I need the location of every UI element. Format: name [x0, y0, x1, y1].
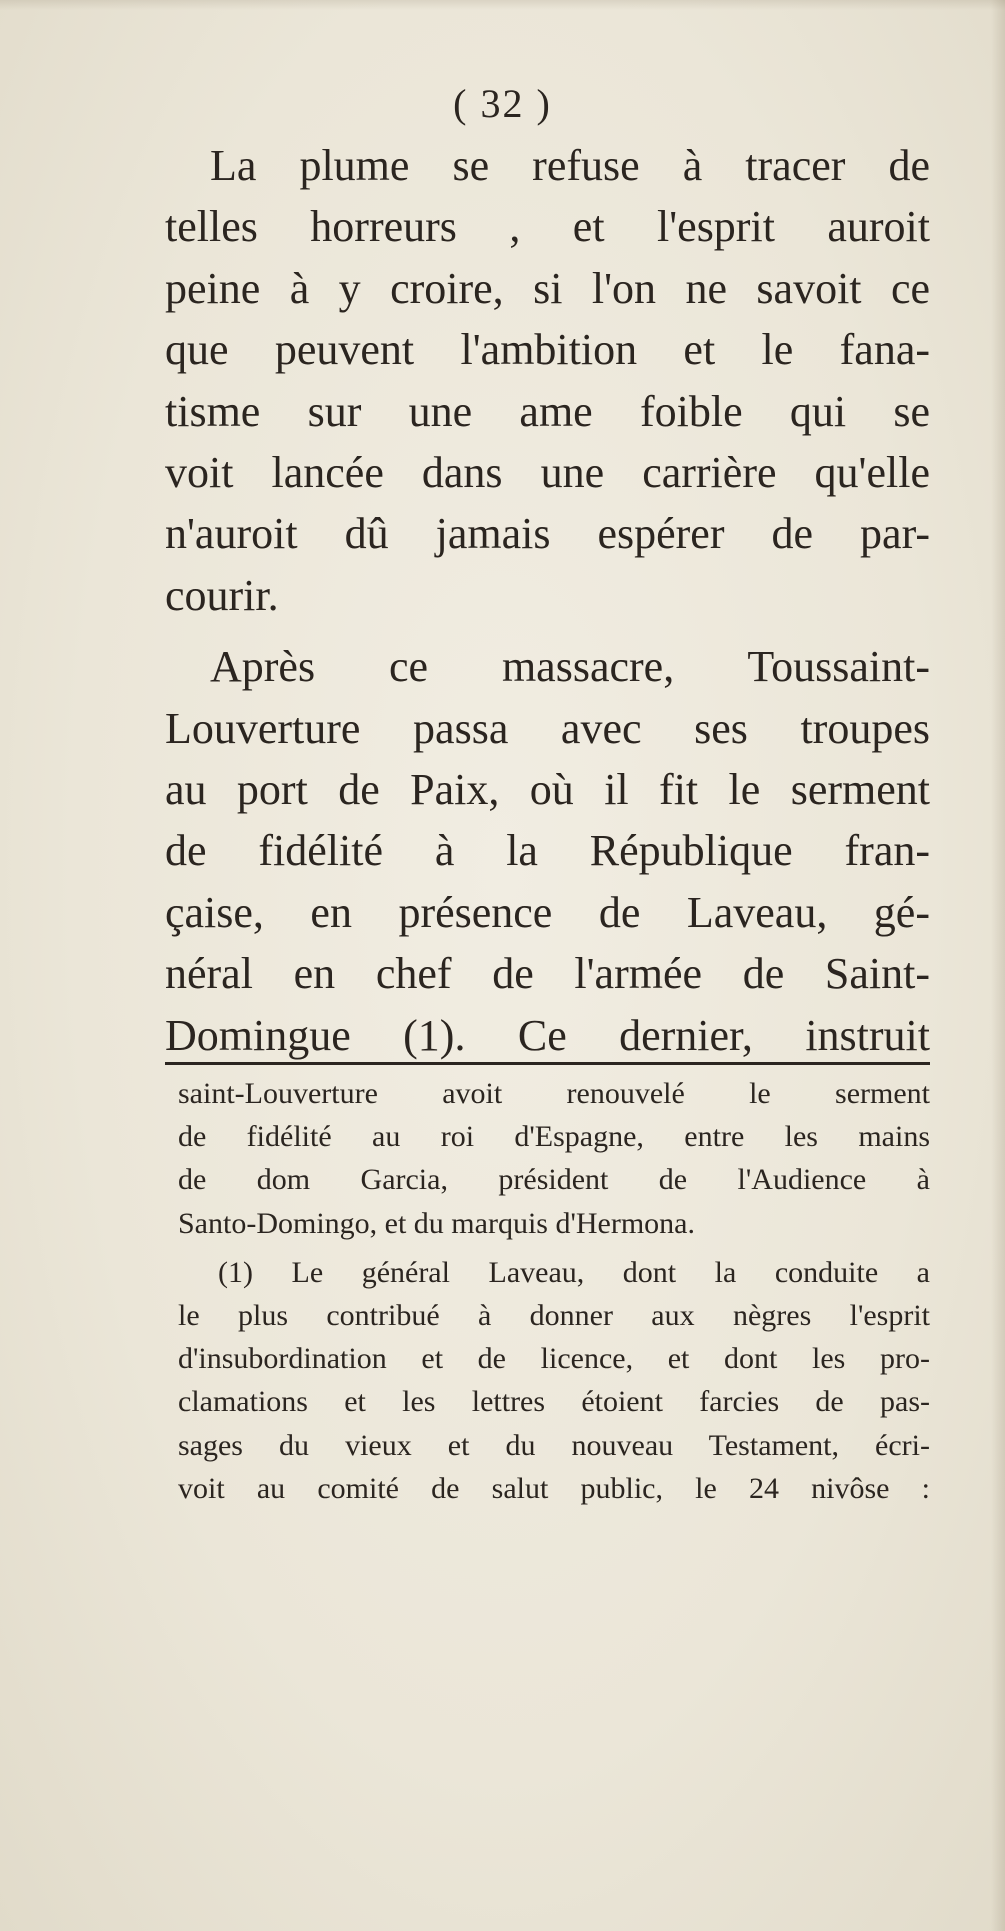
footnote-line: voit au comité de salut public, le 24 nivôse : — [178, 1471, 930, 1505]
page-number: ( 32 ) — [453, 81, 552, 126]
text-line: que peuvent l'ambition et le fana- — [165, 325, 930, 375]
footnote-1 — [178, 1251, 930, 1510]
text-line: Louverture passa avec ses troupes — [165, 703, 930, 753]
text-line: au port de Paix, où il fit le serment — [165, 765, 930, 815]
footnote-line: le plus contribué à donner aux nègres l'esprit — [178, 1299, 930, 1333]
footnote-line: de fidélité au roi d'Espagne, entre les mains — [178, 1120, 930, 1154]
text-line: courir. — [165, 570, 279, 620]
footnote-line: clamations et les lettres étoient farcies de pas- — [178, 1385, 930, 1419]
main-text — [165, 135, 930, 1066]
text-line: n'auroit dû jamais espérer de par- — [165, 509, 930, 559]
text-line: de fidélité à la République fran- — [165, 826, 930, 876]
paragraph-gap — [165, 626, 930, 636]
footnote-line: (1) Le général Laveau, dont la conduite a — [218, 1255, 930, 1289]
footnotes — [178, 1072, 930, 1510]
footnote-line: sages du vieux et du nouveau Testament, écri- — [178, 1428, 930, 1462]
text-line: néral en chef de l'armée de Saint- — [165, 949, 930, 999]
paragraph-1 — [165, 135, 930, 626]
text-line: peine à y croire, si l'on ne savoit ce — [165, 263, 930, 313]
footnote-separator-rule — [165, 1062, 930, 1065]
text-line: tisme sur une ame foible qui se — [165, 386, 930, 436]
text-line: Après ce massacre, Toussaint- — [210, 642, 930, 692]
paragraph-2 — [165, 636, 930, 1066]
footnote-line: saint-Louverture avoit renouvelé le serment — [178, 1077, 930, 1110]
footnote-line: Santo-Domingo, et du marquis d'Hermona. — [178, 1206, 695, 1240]
page-top-shadow — [0, 0, 1005, 10]
text-line: voit lancée dans une carrière qu'elle — [165, 448, 930, 498]
footnote-line: d'insubordination et de licence, et dont les pro- — [178, 1342, 930, 1376]
text-line: La plume se refuse à tracer de — [210, 141, 930, 190]
footnote-line: de dom Garcia, président de l'Audience à — [178, 1163, 930, 1197]
footnote-continuation — [178, 1072, 930, 1245]
text-line: Domingue (1). Ce dernier, instruit — [165, 1010, 930, 1060]
text-line: çaise, en présence de Laveau, gé- — [165, 887, 930, 937]
text-line: telles horreurs , et l'esprit auroit — [165, 202, 930, 252]
page-gutter-shadow — [991, 0, 1005, 1931]
